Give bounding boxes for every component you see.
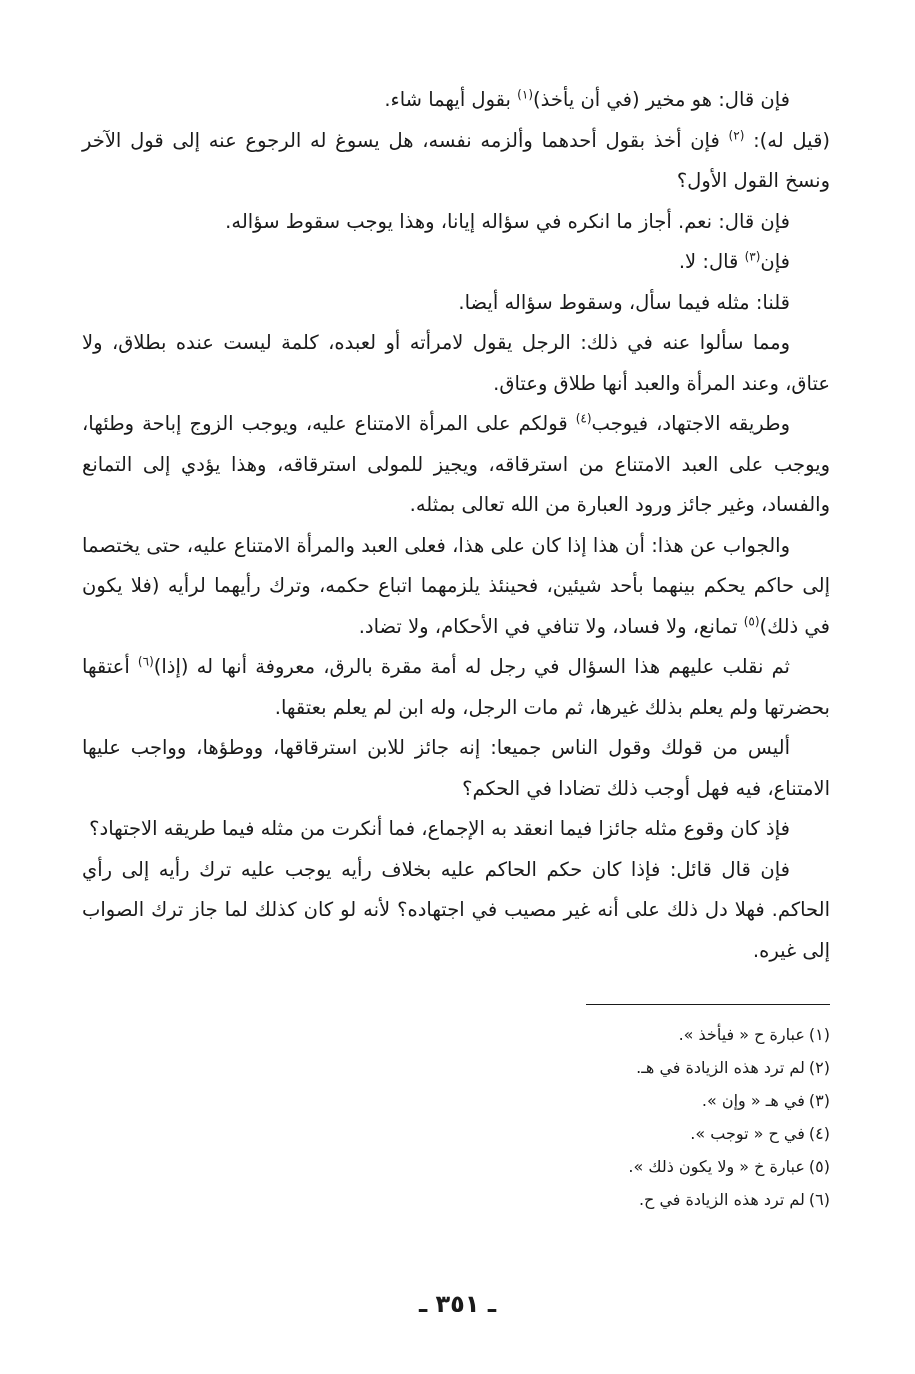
- paragraph-text: (قيل له):: [744, 128, 830, 152]
- footnote: [410, 1051, 830, 1084]
- footnote-separator: [586, 1004, 830, 1005]
- footnote-text: لم ترد هذه الزيادة في هـ.: [636, 1058, 805, 1077]
- footnote: [410, 1084, 830, 1117]
- paragraph-text: فإن قال: نعم. أجاز ما انكره في سؤاله إيانا، وهذا يوجب سقوط سؤاله.: [225, 209, 790, 233]
- page-number: ـ ٣٥١ ـ: [418, 1290, 497, 1318]
- footnote-marker: (١): [517, 87, 533, 102]
- footnotes: [410, 1018, 830, 1216]
- paragraph-text: بقول أيهما شاء.: [384, 88, 518, 111]
- paragraph-text: قولكم على المرأة الامتناع عليه، ويوجب الزوج إباحة وطئها، ويوجب على العبد الامتناع من استرقاقه، ويجيز للمولى استرقاقه، وهذا يؤدي إلى التمانع والفساد، وغير جائز ورود العبارة من الله تعالى بمثله.: [82, 412, 830, 516]
- paragraph-text: فإن قال: هو مخير (في أن يأخذ): [533, 88, 790, 111]
- footnote-marker: (٤): [575, 411, 592, 426]
- paragraph: [82, 728, 830, 809]
- footnote-number: (٦): [808, 1190, 830, 1209]
- footnote-text: عبارة ح « فيأخذ ».: [678, 1025, 805, 1044]
- paragraph-text: أليس من قولك وقول الناس جميعا: إنه جائز للابن استرقاقها، ووطؤها، وواجب عليها الامتناع، فيه فهل أوجب ذلك تضادا في الحكم؟: [82, 736, 830, 800]
- paragraph: [82, 283, 830, 324]
- paragraph-text: فإذ كان وقوع مثله جائزا فيما انعقد به الإجماع، فما أنكرت من مثله فيما طريقه الاجتهاد؟: [89, 817, 790, 840]
- paragraph-text: وطريقه الاجتهاد، فيوجب: [591, 412, 790, 435]
- footnote: [410, 1018, 830, 1051]
- footnote-text: عبارة خ « ولا يكون ذلك ».: [628, 1157, 805, 1176]
- footnote-number: (٢): [808, 1058, 830, 1077]
- footnote-marker: (٥): [743, 614, 760, 628]
- footnote: [410, 1183, 830, 1216]
- paragraph: [82, 202, 830, 243]
- footnote-marker: (٦): [137, 654, 154, 669]
- footnote: [410, 1117, 830, 1150]
- paragraph-text: أعتقها بحضرتها ولم يعلم بذلك غيرها، ثم مات الرجل، وله ابن لم يعلم بعتقها.: [82, 655, 830, 719]
- paragraph: [82, 121, 830, 202]
- paragraph: [82, 809, 830, 850]
- footnote-marker: (٣): [744, 249, 761, 264]
- paragraph: [82, 850, 830, 972]
- paragraph-text: فإن أخذ بقول أحدهما وألزمه نفسه، هل يسوغ له الرجوع عنه إلى قول الآخر ونسخ القول الأول؟: [82, 128, 830, 192]
- footnote-text: في ح « توجب ».: [690, 1124, 805, 1143]
- footnote-text: في هـ « وإن ».: [701, 1091, 805, 1110]
- paragraph-text: فإن قال قائل: فإذا كان حكم الحاكم عليه بخلاف رأيه يوجب عليه ترك رأيه إلى رأي الحاكم. فهلا دل ذلك على أنه غير مصيب في اجتهاده؟ لأنه لو كان كذلك لما جاز ترك الصواب إلى غيره.: [82, 857, 830, 962]
- paragraph: [82, 526, 830, 648]
- main-text: [82, 80, 830, 971]
- paragraph: [82, 242, 830, 283]
- paragraph-text: قال: لا.: [678, 250, 745, 273]
- paragraph: [82, 323, 830, 404]
- paragraph-text: ثم نقلب عليهم هذا السؤال في رجل له أمة مقرة بالرق، معروفة أنها له (إذا): [153, 655, 790, 678]
- paragraph-text: تمانع، ولا فساد، ولا تنافي في الأحكام، ولا تضاد.: [358, 614, 744, 638]
- paragraph: [82, 404, 830, 526]
- footnote-number: (١): [808, 1025, 830, 1044]
- paragraph-text: فإن: [760, 250, 790, 273]
- paragraph: [82, 647, 830, 728]
- footnote-number: (٥): [808, 1157, 830, 1176]
- footnote-number: (٤): [808, 1124, 830, 1143]
- footnote-text: لم ترد هذه الزيادة في ح.: [638, 1190, 805, 1209]
- footnote: [410, 1150, 830, 1183]
- paragraph: [82, 80, 830, 121]
- paragraph-text: ومما سألوا عنه في ذلك: الرجل يقول لامرأته أو لعبده، كلمة ليست عنده بطلاق، ولا عتاق، وعند المرأة والعبد أنها طلاق وعتاق.: [82, 331, 830, 395]
- footnote-number: (٣): [808, 1091, 830, 1110]
- paragraph-text: والجواب عن هذا: أن هذا إذا كان على هذا، فعلى العبد والمرأة الامتناع عليه، حتى يختصما إلى حاكم يحكم بينهما بأحد شيئين، فحينئذ يلزمهما اتباع حكمه، وترك رأيهما لرأيه (فلا يكون في ذلك): [82, 533, 830, 638]
- paragraph-text: قلنا: مثله فيما سأل، وسقوط سؤاله أيضا.: [458, 290, 790, 314]
- footnote-marker: (٢): [728, 128, 745, 142]
